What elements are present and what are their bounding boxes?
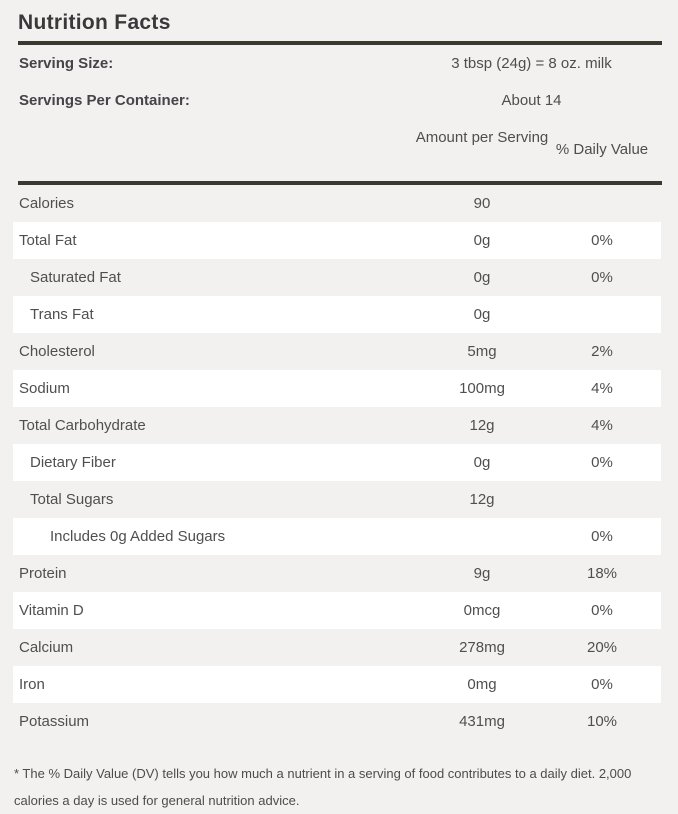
nutrient-amount: 278mg bbox=[459, 639, 505, 656]
nutrient-daily-value: 2% bbox=[591, 343, 613, 360]
table-row bbox=[13, 666, 661, 703]
table-row bbox=[13, 333, 661, 370]
nutrient-daily-value: 0% bbox=[591, 528, 613, 545]
serving-size-value: 3 tbsp (24g) = 8 oz. milk bbox=[451, 55, 612, 72]
serving-size-label: Serving Size: bbox=[19, 55, 114, 72]
page-title: Nutrition Facts bbox=[18, 11, 171, 34]
nutrient-amount: 90 bbox=[473, 195, 491, 212]
servings-per-container-label: Servings Per Container: bbox=[19, 92, 190, 109]
nutrient-label: Total Sugars bbox=[30, 491, 114, 508]
nutrient-label: Calories bbox=[19, 195, 75, 212]
nutrient-daily-value: 10% bbox=[586, 713, 618, 730]
servings-per-container-value: About 14 bbox=[501, 92, 562, 109]
nutrient-label: Vitamin D bbox=[19, 602, 84, 619]
nutrient-amount: 100mg bbox=[459, 380, 505, 397]
table-row bbox=[13, 370, 661, 407]
nutrient-daily-value: 4% bbox=[591, 417, 613, 434]
nutrient-daily-value: 0% bbox=[591, 269, 613, 286]
nutrient-label: Potassium bbox=[19, 713, 90, 730]
nutrient-amount: 0g bbox=[473, 454, 491, 471]
nutrient-label: Protein bbox=[19, 565, 67, 582]
table-row bbox=[13, 296, 661, 333]
nutrient-rows bbox=[0, 185, 678, 740]
nutrient-label: Saturated Fat bbox=[30, 269, 121, 286]
nutrient-label: Total Fat bbox=[19, 232, 77, 249]
table-row bbox=[13, 222, 661, 259]
nutrient-amount: 0mg bbox=[467, 676, 497, 693]
nutrient-daily-value: 4% bbox=[591, 380, 613, 397]
table-row bbox=[13, 185, 661, 222]
nutrient-daily-value: 0% bbox=[591, 454, 613, 471]
table-row bbox=[13, 444, 661, 481]
table-row bbox=[13, 407, 661, 444]
nutrient-label: Iron bbox=[19, 676, 45, 693]
nutrient-amount: 0mcg bbox=[463, 602, 501, 619]
table-row bbox=[13, 629, 661, 666]
nutrient-daily-value: 0% bbox=[591, 676, 613, 693]
nutrient-amount: 9g bbox=[473, 565, 491, 582]
daily-value-footnote: * The % Daily Value (DV) tells you how much a nutrient in a serving of food contributes to a daily diet. 2,000 calories a day is used for general nutrition advice. bbox=[14, 766, 632, 808]
nutrient-daily-value: 0% bbox=[591, 232, 613, 249]
nutrient-amount: 0g bbox=[473, 232, 491, 249]
nutrient-label: Sodium bbox=[19, 380, 70, 397]
nutrient-daily-value: 18% bbox=[586, 565, 618, 582]
nutrient-label: Dietary Fiber bbox=[30, 454, 116, 471]
nutrient-amount: 0g bbox=[473, 306, 491, 323]
amount-per-serving-header: Amount per Serving bbox=[415, 129, 549, 146]
table-row bbox=[13, 481, 661, 518]
table-row bbox=[13, 259, 661, 296]
nutrient-amount: 0g bbox=[473, 269, 491, 286]
table-row bbox=[13, 592, 661, 629]
column-headers bbox=[0, 119, 678, 181]
nutrient-amount: 5mg bbox=[467, 343, 497, 360]
nutrient-daily-value: 20% bbox=[586, 639, 618, 656]
nutrient-amount: 12g bbox=[469, 491, 495, 508]
nutrient-label: Total Carbohydrate bbox=[19, 417, 146, 434]
nutrient-amount: 431mg bbox=[459, 713, 505, 730]
nutrient-amount: 12g bbox=[469, 417, 495, 434]
servings-per-container-row bbox=[0, 82, 678, 119]
nutrient-label: Calcium bbox=[19, 639, 74, 656]
table-row bbox=[13, 703, 661, 740]
serving-size-row bbox=[0, 45, 678, 82]
nutrient-label: Includes 0g Added Sugars bbox=[50, 528, 226, 545]
nutrient-daily-value: 0% bbox=[591, 602, 613, 619]
table-row bbox=[13, 555, 661, 592]
percent-daily-value-header: % Daily Value bbox=[555, 141, 649, 158]
nutrient-label: Trans Fat bbox=[30, 306, 94, 323]
nutrient-label: Cholesterol bbox=[19, 343, 95, 360]
table-row bbox=[13, 518, 661, 555]
